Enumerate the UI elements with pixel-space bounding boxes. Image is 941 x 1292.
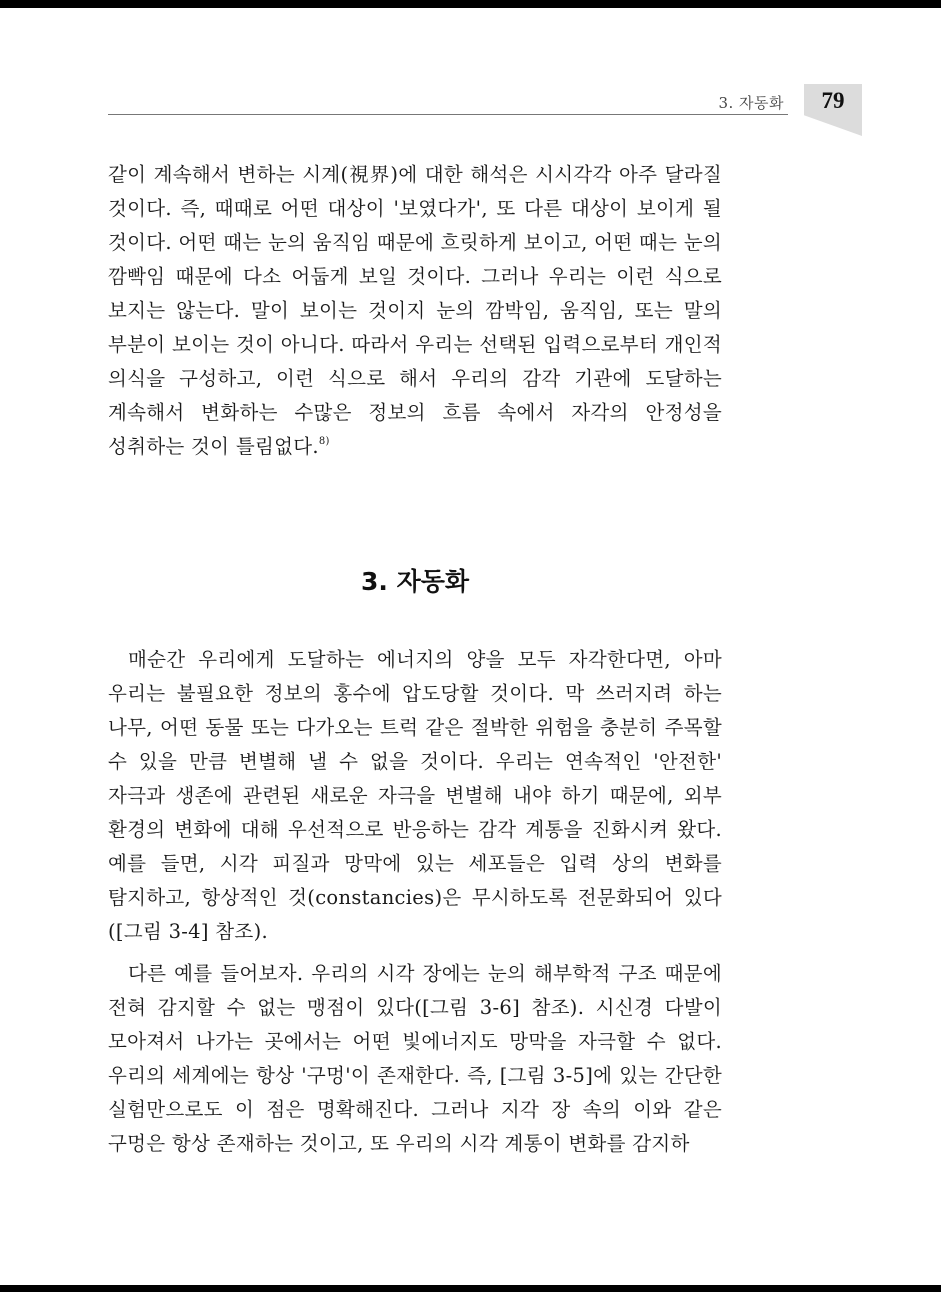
bottom-border-bar bbox=[0, 1285, 941, 1292]
paragraph: 매순간 우리에게 도달하는 에너지의 양을 모두 자각한다면, 아마 우리는 불필요한 정보의 홍수에 압도당할 것이다. 막 쓰러지려 하는 나무, 어떤 동물 또는 다가오는 트럭 같은 절박한 위험을 충분히 주목할 수 있을 만큼 변별해 낼 수 없을 것이다. 우리는 연속적인 '안전한' 자극과 생존에 관련된 새로운 자극을 변별해 내야 하기 때문에, 외부 환경의 변화에 대해 우선적으로 반응하는 감각 계통을 진화시켜 왔다. 예를 들면, 시각 피질과 망막에 있는 세포들은 입력 상의 변화를 탐지하고, 항상적인 것(constancies)은 무시하도록 전문화되어 있다([그림 3-4] 참조). bbox=[108, 648, 722, 943]
section-heading: 3. 자동화 bbox=[360, 567, 470, 596]
header-rule bbox=[108, 114, 788, 115]
paragraph bbox=[108, 158, 722, 464]
top-border-bar bbox=[0, 0, 941, 8]
page-number: 79 bbox=[821, 88, 845, 113]
footnote-reference[interactable]: 8) bbox=[318, 436, 330, 447]
running-head: 3. 자동화 bbox=[718, 94, 784, 112]
top-paragraph-block bbox=[108, 158, 722, 464]
paragraph: 다른 예를 들어보자. 우리의 시각 장에는 눈의 해부학적 구조 때문에 전혀 감지할 수 없는 맹점이 있다([그림 3-6] 참조). 시신경 다발이 모아져서 나가는 곳에서는 어떤 빛에너지도 망막을 자극할 수 없다. 우리의 세계에는 항상 '구멍'이 존재한다. 즉, [그림 3-5]에 있는 간단한 실험만으로도 이 점은 명확해진다. 그러나 지각 장 속의 이와 같은 구멍은 항상 존재하는 것이고, 또 우리의 시각 계통이 변화를 감지하 bbox=[108, 962, 722, 1155]
section-body bbox=[108, 643, 722, 1161]
paragraph-text: 같이 계속해서 변하는 시계(視界)에 대한 해석은 시시각각 아주 달라질 것이다. 즉, 때때로 어떤 대상이 '보였다가', 또 다른 대상이 보이게 될 것이다. 어떤 때는 눈의 움직임 때문에 흐릿하게 보이고, 어떤 때는 눈의 깜빡임 때문에 다소 어둡게 보일 것이다. 그러나 우리는 이런 식으로 보지는 않는다. 말이 보이는 것이지 눈의 깜박임, 움직임, 또는 말의 부분이 보이는 것이 아니다. 따라서 우리는 선택된 입력으로부터 개인적 의식을 구성하고, 이런 식으로 해서 우리의 감각 기관에 도달하는 계속해서 변화하는 수많은 정보의 흐름 속에서 자각의 안정성을 성취하는 것이 틀림없다. bbox=[108, 163, 722, 458]
